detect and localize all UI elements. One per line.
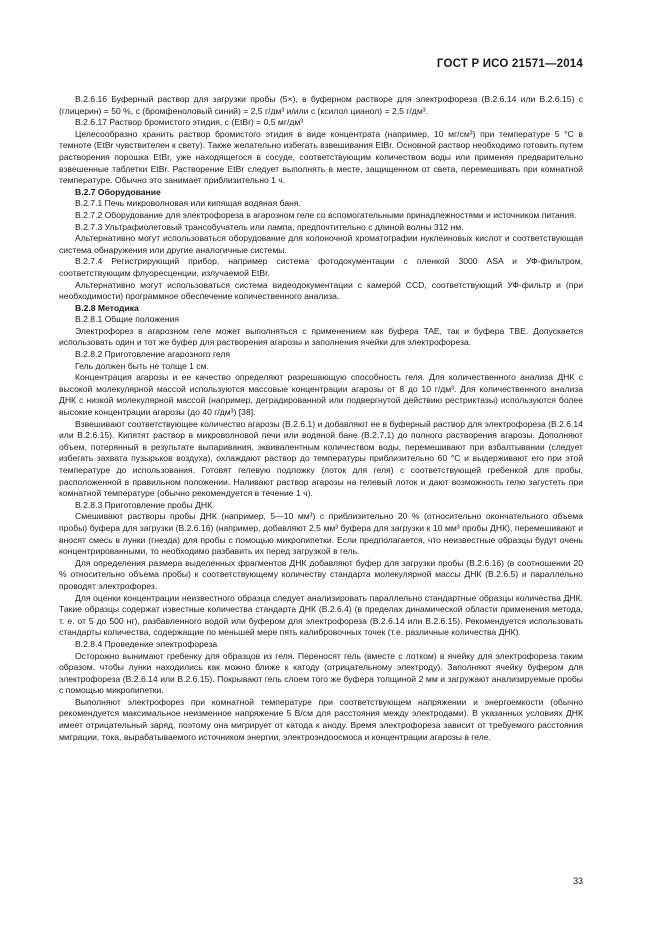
paragraph-etbr-storage: Целесообразно хранить раствор бромистого этидия в виде концентрата (например, 10 мг/см³) при температуре 5 °С в темноте (EtBr чувствителен к свету). Также желательно избегать взвешивания EtBr. Основной раствор необходимо готовить путем растворения порошка EtBr, уже находящегося в сосуде, соответствующим количеством воды или применяя предварительно взвешенные таблетки EtBr. Растворение EtBr следует выполнять в месте, защищенном от света, перемешивать при комнатной температуре. Обычно это занимает приблизительно 1 ч. xyxy=(59,128,583,186)
paragraph-agarose-concentration: Концентрация агарозы и ее качество определяют разрешающую способность геля. Для количественного анализа ДНК с высокой молекулярной массой используются массовые концентрации агарозы от 8 до 10 г/дм³. Для количественного анализа ДНК с низкой молекулярной массой (например, деградированной или подвергнутой действию рестриктазы) используются более высокие концентрации агарозы (до 40 г/дм³) [38]. xyxy=(59,372,583,418)
section-heading-equipment: В.2.7 Оборудование xyxy=(75,186,161,197)
paragraph-concentration-estimate: Для оценки концентрации неизвестного образца следует анализировать параллельно стандартные образцы количества ДНК. Такие образцы содержат известные количества стандарта ДНК (В.2.6.4) (в пределах динамической области применения метода, т. е. от 5 до 500 нг), разбавленного водой или буфером для электрофореза (В.2.6.14 или В.2.6.15). Рекомендуется использовать стандарты количества, содержащие по меньшей мере пять калибровочных точек (т.е. различные количества ДНК). xyxy=(59,592,583,638)
document-body xyxy=(59,94,583,743)
paragraph-b2617: В.2.6.17 Раствор бромистого этидия, с (EtBr) = 0,5 мг/дм³ xyxy=(75,117,304,128)
paragraph-b284: В.2.8.4 Проведение электрофореза xyxy=(75,638,218,649)
section-heading-method: В.2.8 Методика xyxy=(75,302,139,313)
paragraph-b274: В.2.7.4 Регистрирующий прибор, например система фотодокументации с пленкой 3000 ASA и УФ-фильтром, соответствующим флуоресценции, излучаемой EtBr. xyxy=(59,256,583,278)
paragraph-b271: В.2.7.1 Печь микроволновая или кипящая водяная баня. xyxy=(75,198,301,209)
paragraph-fragment-size: Для определения размера выделенных фрагментов ДНК добавляют буфер для загрузки пробы (В.2.6.16) (в соотношении 20 % относительно объема пробы) к соответствующему количеству стандарта молекулярной массы ДНК (В.2.6.5) и параллельно проводят электрофорез. xyxy=(59,557,583,591)
paragraph-alt-video: Альтернативно могут использоваться система видеодокументации с камерой CCD, соответствующий УФ-фильтр и (при необходимости) программное обеспечение количественного анализа. xyxy=(59,279,583,302)
paragraph-b282: В.2.8.2 Приготовление агарозного геля xyxy=(75,349,231,360)
paragraph-electrophoresis-buffers: Электрофорез в агарозном геле может выполняться с применением как буфера TAE, так и буфера TBE. Допускается использовать один и тот же буфер для растворения агарозы и заполнения ячейки для электрофореза. xyxy=(59,325,583,348)
paragraph-b272: В.2.7.2 Оборудование для электрофореза в агарозном геле со вспомогательными принадлежностями и источником питания. xyxy=(75,209,577,220)
paragraph-b281: В.2.8.1 Общие положения xyxy=(75,314,180,325)
paragraph-running-electrophoresis: Выполняют электрофорез при комнатной температуре при соответствующем напряжении и энергоемкости (обычно рекомендуется максимальное неизменное напряжение 5 В/см для расстояния между электродами). В указанных условиях ДНК имеет отрицательный заряд, поэтому она мигрирует от катода к аноду. Время электрофореза зависит от требуемого расстояния миграции, тока, вырабатываемого источником энергии, электроэндоосмоса и концентрации агарозы в геле. xyxy=(59,696,583,742)
document-header: ГОСТ Р ИСО 21571—2014 xyxy=(436,58,583,70)
paragraph-alt-chromatography: Альтернативно могут использоваться оборудование для колоночной хроматографии нуклеиновых кислот и соответствующая система обнаружения или другие аналогичные системы. xyxy=(59,233,583,255)
page-number: 33 xyxy=(572,876,583,886)
paragraph-gel-thickness: Гель должен быть не толще 1 см. xyxy=(75,360,209,371)
paragraph-loading-gel: Осторожно вынимают гребенку для образцов из геля. Переносят гель (вместе с лотком) в ячейку для электрофореза таким образом, чтобы лунки находились как можно ближе к катоду (отрицательному электроду). Заполняют ячейку буфером для электрофореза (В.2.6.14 или В.2.6.15). Покрывают гель слоем того же буфера толщиной 2 мм и загружают анализируемые пробы с помощью микропипетки. xyxy=(59,650,583,696)
paragraph-sample-mixing: Смешивают растворы пробы ДНК (например, 5—10 мм³) с приблизительно 20 % (относительно окончательного объема пробы) буфера для загрузки (В.2.6.16) (например, добавляют 2,5 мм³ буфера для загрузки к 10 мм³ пробы ДНК), перемешивают и вносят смесь в лунки (гнезда) для пробы с помощью микропипетки. Если предполагается, что неизвестные образцы будут очень концентрированными, то необходимо разбавить их перед загрузкой в гель. xyxy=(59,511,583,557)
paragraph-gel-preparation: Взвешивают соответствующее количество агарозы (В.2.6.1) и добавляют ее в буферный раствор для электрофореза (В.2.6.14 или В.2.6.15). Кипятят раствор в микроволновой печи или водяной бане (В.2.7.1) до полного растворения агарозы. Дополняют объем, потерянный в результате выпаривания, эквивалентным количеством воды, перемешивают при взбалтывании (следует избегать захвата пузырьков воздуха), охлаждают раствор до температуры приблизительно 60 °С и выдерживают его при этой температуре до использования. Готовят гелевую подложку (лоток для геля) с соответствующей гребенкой для пробы, расположенной в правильном положении. Наливают раствор агарозы на гелевый лоток и дают возможность гелю загустеть при комнатной температуре (обычно рекомендуется в течение 1 ч). xyxy=(59,418,583,499)
paragraph-b283: В.2.8.3 Приготовление пробы ДНК xyxy=(75,499,213,510)
paragraph-b2616: В.2.6.16 Буферный раствор для загрузки пробы (5×), в буферном растворе для электрофореза (В.2.6.14 или В.2.6.15) с (глицерин) = 50 %, с (бромфеноловый синий) = 2,5 г/дм³ и/или с (ксилол цианол) = 2,5 г/дм³. xyxy=(59,94,583,116)
paragraph-b273: В.2.7.3 Ультрафиолетовый трансобучатель или лампа, предпочтительно с длиной волны 312 нм. xyxy=(75,221,464,232)
